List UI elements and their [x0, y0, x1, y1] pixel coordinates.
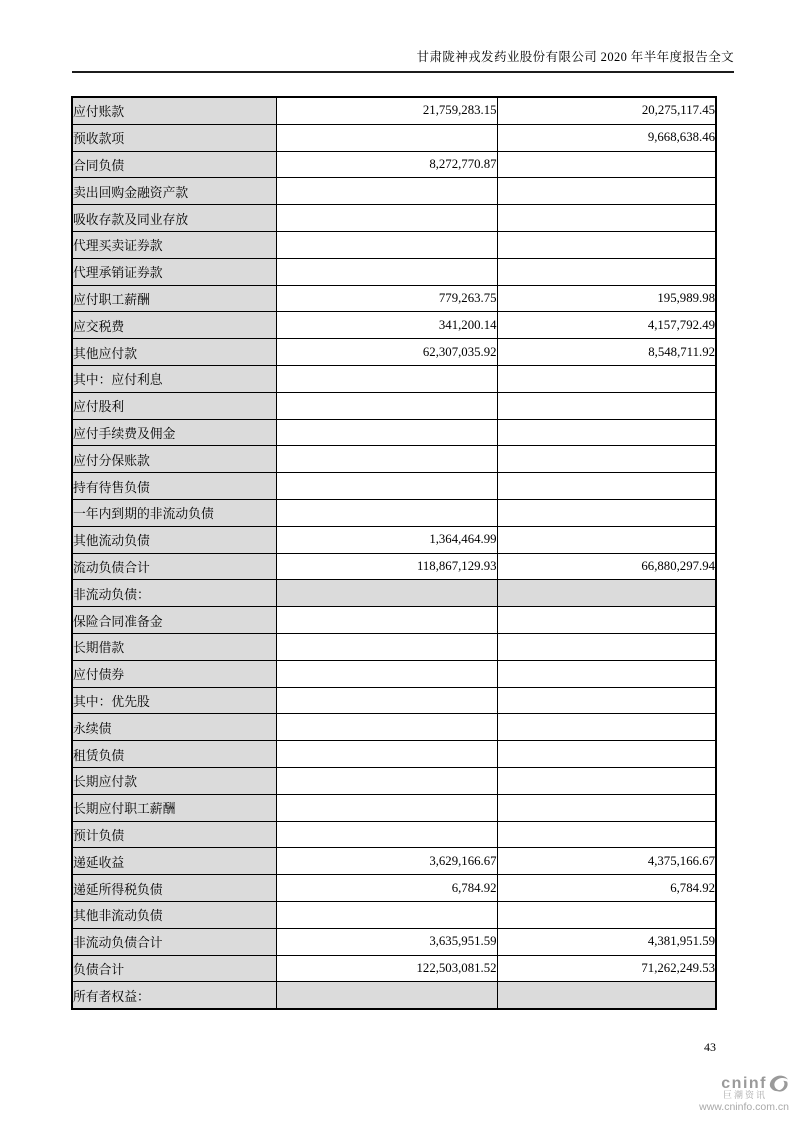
row-label: 所有者权益： — [72, 982, 276, 1009]
cninfo-wordmark: cninf — [721, 1074, 767, 1092]
row-label: 租赁负债 — [72, 741, 276, 768]
row-value-prior — [497, 473, 716, 500]
row-value-prior — [497, 392, 716, 419]
row-label: 永续债 — [72, 714, 276, 741]
cninfo-logo — [699, 1074, 789, 1113]
table-row — [72, 687, 716, 714]
row-value-current — [276, 473, 497, 500]
row-value-current — [276, 499, 497, 526]
row-value-prior — [497, 687, 716, 714]
row-value-prior: 4,381,951.59 — [497, 928, 716, 955]
row-label: 应付手续费及佣金 — [72, 419, 276, 446]
row-label: 其他流动负债 — [72, 526, 276, 553]
row-value-prior — [497, 178, 716, 205]
row-value-current: 1,364,464.99 — [276, 526, 497, 553]
row-value-current — [276, 794, 497, 821]
cninfo-swirl-icon — [767, 1074, 789, 1093]
report-title: 甘肃陇神戎发药业股份有限公司 2020 年半年度报告全文 — [416, 50, 734, 64]
row-value-current — [276, 714, 497, 741]
row-label: 负债合计 — [72, 955, 276, 982]
row-label: 合同负债 — [72, 151, 276, 178]
row-value-prior — [497, 633, 716, 660]
table-row — [72, 633, 716, 660]
row-value-current — [276, 821, 497, 848]
row-value-current — [276, 231, 497, 258]
table-row — [72, 526, 716, 553]
table-row — [72, 419, 716, 446]
table-row — [72, 794, 716, 821]
table-row — [72, 955, 716, 982]
row-label: 非流动负债合计 — [72, 928, 276, 955]
table-row — [72, 741, 716, 768]
row-value-current — [276, 258, 497, 285]
row-value-prior — [497, 901, 716, 928]
row-value-current — [276, 392, 497, 419]
table-row — [72, 258, 716, 285]
row-value-current: 62,307,035.92 — [276, 339, 497, 366]
row-value-prior — [497, 365, 716, 392]
row-label: 代理承销证券款 — [72, 258, 276, 285]
row-value-prior: 20,275,117.45 — [497, 97, 716, 124]
row-value-current — [276, 607, 497, 634]
row-value-current: 118,867,129.93 — [276, 553, 497, 580]
page-number: 43 — [704, 1040, 716, 1054]
row-label: 递延所得税负债 — [72, 875, 276, 902]
row-label: 应付债券 — [72, 660, 276, 687]
row-label: 吸收存款及同业存放 — [72, 205, 276, 232]
row-value-current — [276, 901, 497, 928]
row-value-current — [276, 419, 497, 446]
table-row — [72, 365, 716, 392]
cninfo-website: www.cninfo.com.cn — [699, 1100, 789, 1113]
row-value-current: 779,263.75 — [276, 285, 497, 312]
row-label: 应交税费 — [72, 312, 276, 339]
row-value-prior — [497, 821, 716, 848]
row-label: 代理买卖证券款 — [72, 231, 276, 258]
table-row — [72, 97, 716, 124]
table-row — [72, 285, 716, 312]
row-label: 长期应付款 — [72, 767, 276, 794]
table-row — [72, 205, 716, 232]
table-row — [72, 151, 716, 178]
row-value-current — [276, 767, 497, 794]
row-label: 应付账款 — [72, 97, 276, 124]
row-value-prior — [497, 258, 716, 285]
table-row — [72, 339, 716, 366]
table-row — [72, 178, 716, 205]
row-value-prior — [497, 767, 716, 794]
row-value-current: 341,200.14 — [276, 312, 497, 339]
row-label: 长期应付职工薪酬 — [72, 794, 276, 821]
table-row — [72, 124, 716, 151]
row-value-prior: 9,668,638.46 — [497, 124, 716, 151]
row-label: 预计负债 — [72, 821, 276, 848]
row-label: 一年内到期的非流动负债 — [72, 499, 276, 526]
row-value-prior — [497, 580, 716, 607]
balance-sheet-table — [71, 96, 717, 1010]
row-value-current: 122,503,081.52 — [276, 955, 497, 982]
table-row — [72, 580, 716, 607]
row-value-current: 6,784.92 — [276, 875, 497, 902]
table-row — [72, 312, 716, 339]
row-label: 其中：优先股 — [72, 687, 276, 714]
table-row — [72, 607, 716, 634]
row-label: 其他应付款 — [72, 339, 276, 366]
row-value-current — [276, 365, 497, 392]
row-label: 其中：应付利息 — [72, 365, 276, 392]
row-value-prior — [497, 446, 716, 473]
row-label: 长期借款 — [72, 633, 276, 660]
row-value-current — [276, 687, 497, 714]
table-row — [72, 499, 716, 526]
row-value-prior — [497, 419, 716, 446]
row-value-current: 3,635,951.59 — [276, 928, 497, 955]
table-row — [72, 446, 716, 473]
row-value-prior: 4,157,792.49 — [497, 312, 716, 339]
row-value-current — [276, 660, 497, 687]
row-value-prior — [497, 231, 716, 258]
cninfo-brand-cn: 巨潮资讯 — [722, 1090, 767, 1100]
row-value-current — [276, 741, 497, 768]
row-value-prior — [497, 607, 716, 634]
row-value-current — [276, 124, 497, 151]
row-value-current — [276, 205, 497, 232]
table-row — [72, 875, 716, 902]
row-label: 非流动负债： — [72, 580, 276, 607]
table-row — [72, 231, 716, 258]
row-label: 保险合同准备金 — [72, 607, 276, 634]
table-row — [72, 901, 716, 928]
table-row — [72, 392, 716, 419]
table-row — [72, 714, 716, 741]
row-value-prior — [497, 205, 716, 232]
table-row — [72, 982, 716, 1009]
row-label: 流动负债合计 — [72, 553, 276, 580]
row-value-prior — [497, 741, 716, 768]
row-value-prior: 8,548,711.92 — [497, 339, 716, 366]
row-value-current: 21,759,283.15 — [276, 97, 497, 124]
table-row — [72, 553, 716, 580]
row-value-prior: 66,880,297.94 — [497, 553, 716, 580]
row-label: 卖出回购金融资产款 — [72, 178, 276, 205]
row-value-prior: 4,375,166.67 — [497, 848, 716, 875]
row-value-prior — [497, 526, 716, 553]
row-label: 递延收益 — [72, 848, 276, 875]
table-row — [72, 928, 716, 955]
row-value-current — [276, 982, 497, 1009]
row-label: 应付职工薪酬 — [72, 285, 276, 312]
table-row — [72, 473, 716, 500]
row-label: 持有待售负债 — [72, 473, 276, 500]
row-value-prior: 71,262,249.53 — [497, 955, 716, 982]
row-value-current — [276, 446, 497, 473]
table-row — [72, 660, 716, 687]
table-row — [72, 767, 716, 794]
row-value-current: 8,272,770.87 — [276, 151, 497, 178]
row-label: 其他非流动负债 — [72, 901, 276, 928]
row-value-prior — [497, 714, 716, 741]
page-header — [72, 50, 734, 73]
row-value-current: 3,629,166.67 — [276, 848, 497, 875]
row-value-current — [276, 580, 497, 607]
row-value-prior — [497, 499, 716, 526]
row-value-prior: 195,989.98 — [497, 285, 716, 312]
row-value-current — [276, 178, 497, 205]
row-label: 应付股利 — [72, 392, 276, 419]
row-label: 应付分保账款 — [72, 446, 276, 473]
row-value-prior: 6,784.92 — [497, 875, 716, 902]
row-value-current — [276, 633, 497, 660]
table-row — [72, 848, 716, 875]
row-label: 预收款项 — [72, 124, 276, 151]
row-value-prior — [497, 660, 716, 687]
row-value-prior — [497, 982, 716, 1009]
table-row — [72, 821, 716, 848]
row-value-prior — [497, 151, 716, 178]
row-value-prior — [497, 794, 716, 821]
